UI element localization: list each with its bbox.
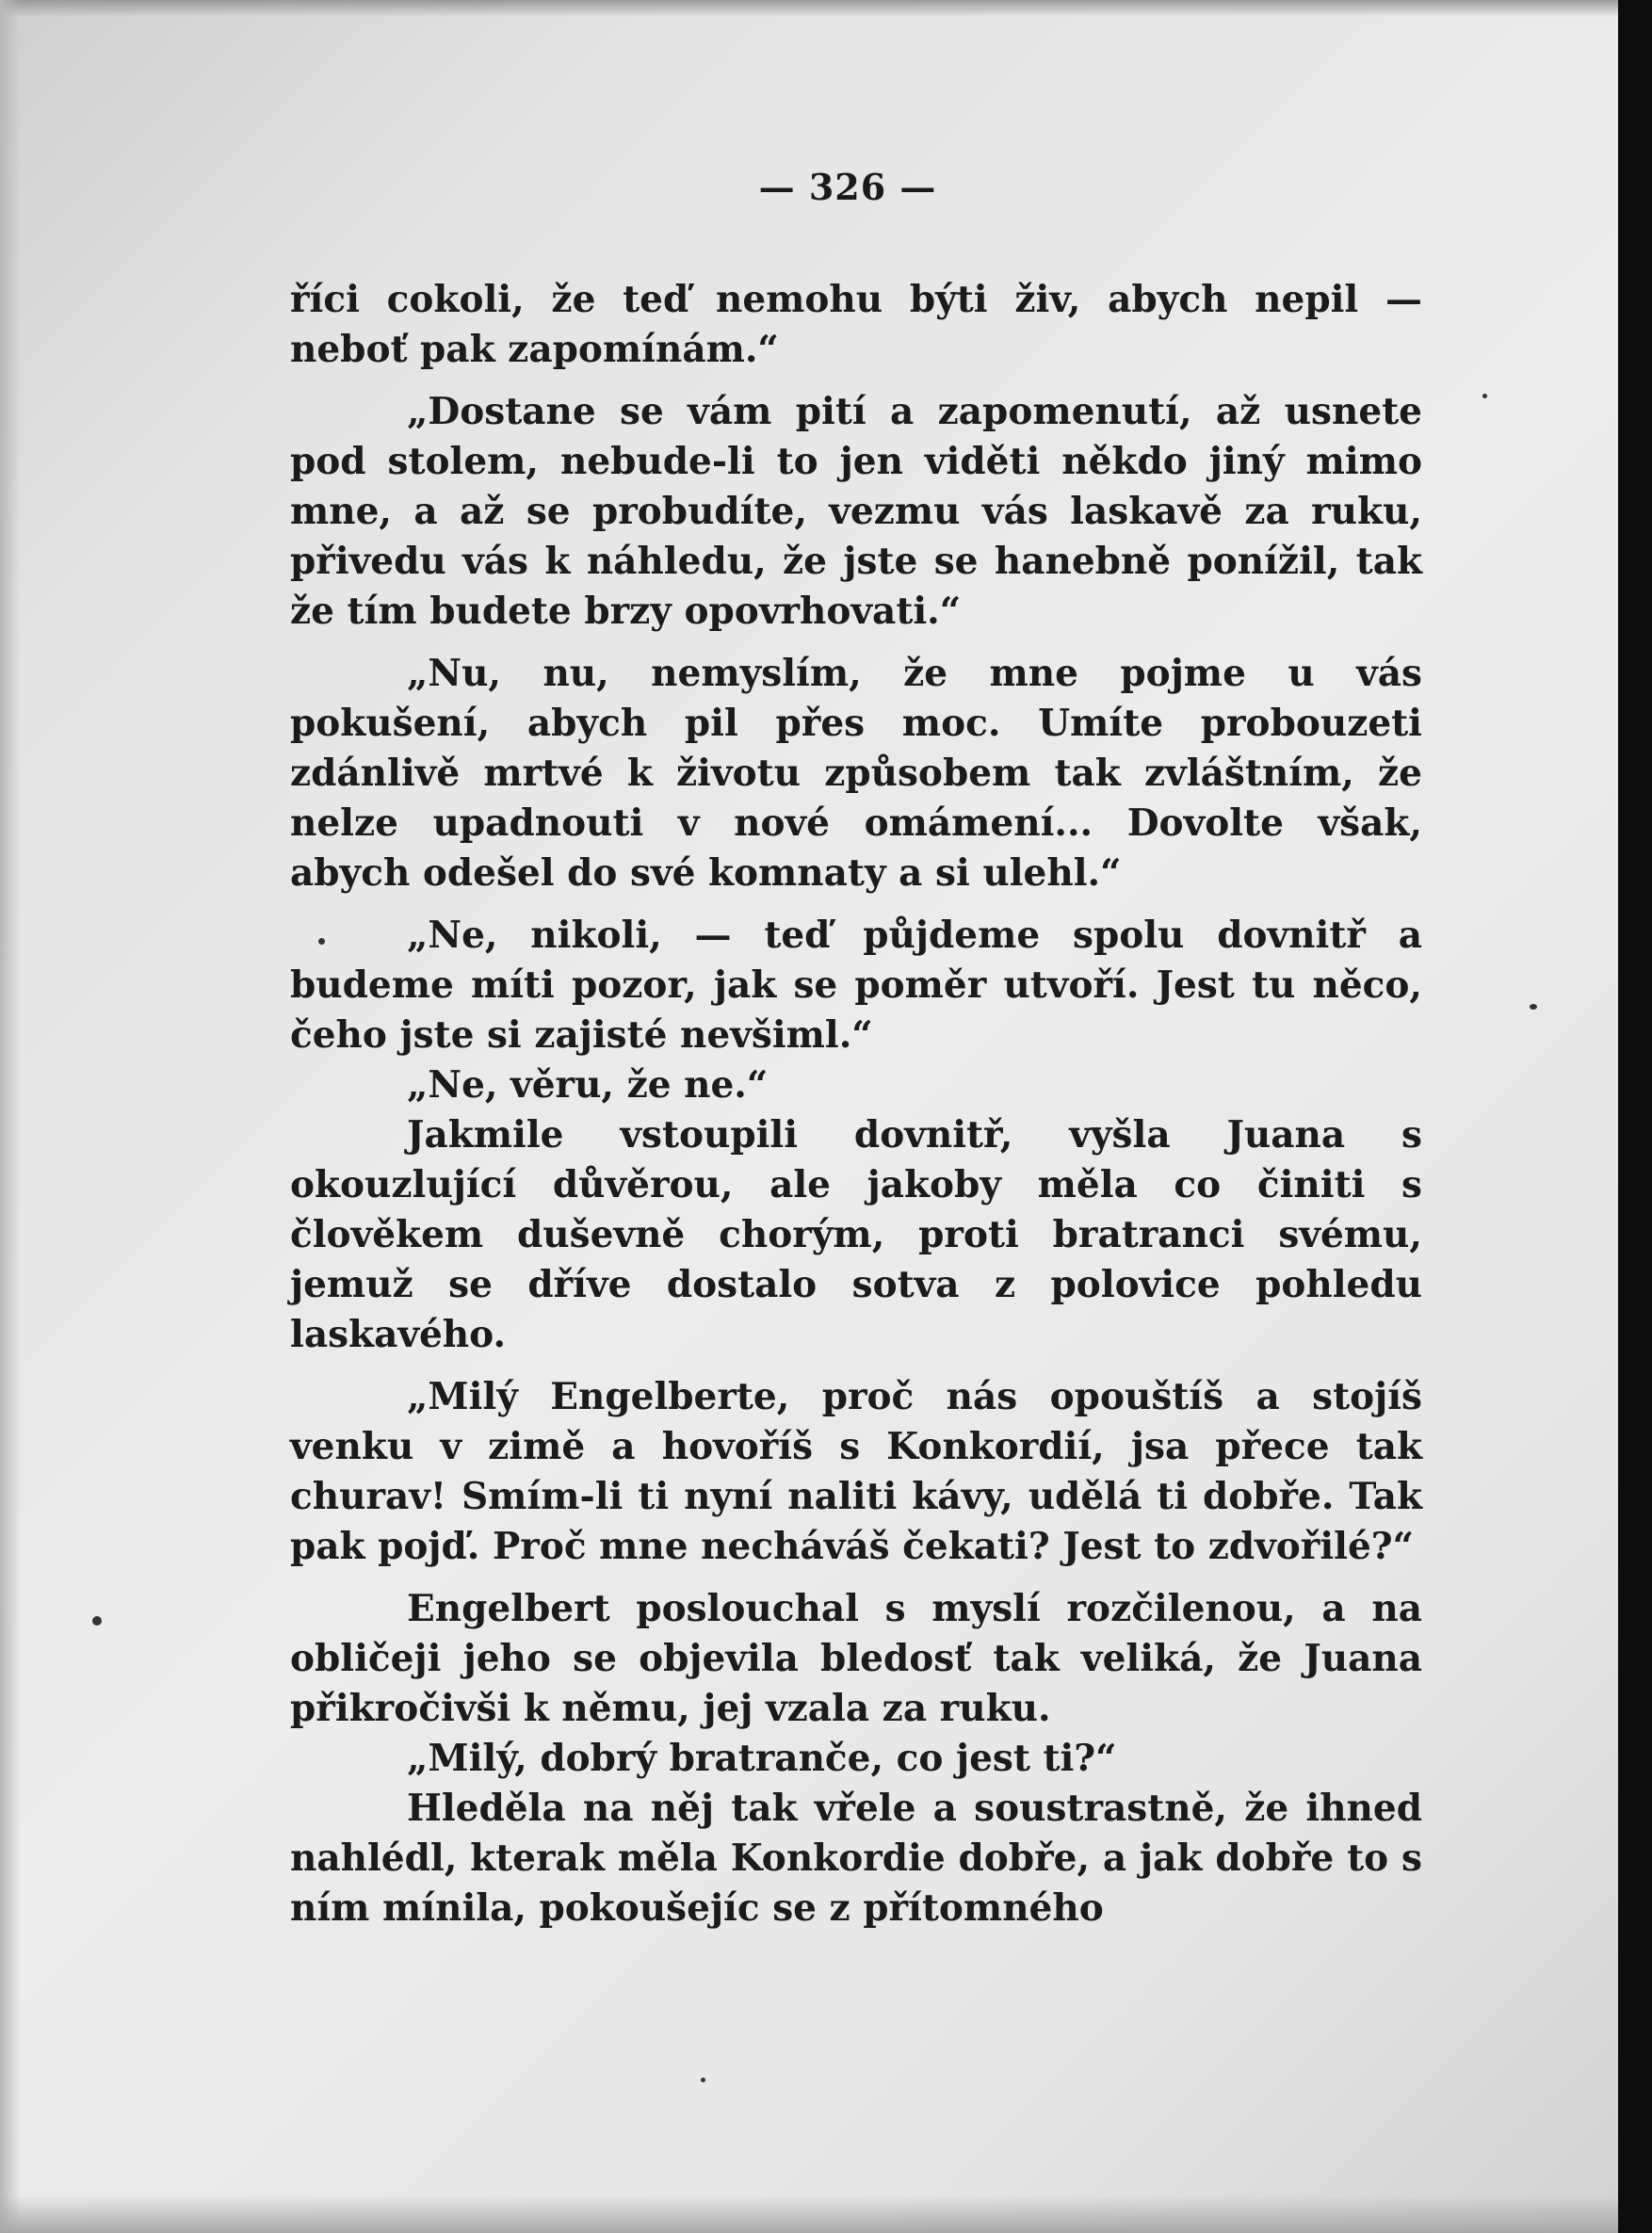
scan-speck — [92, 1616, 102, 1626]
paragraph: Hleděla na něj tak vřele a soustrastně, že ihned nahlédl, kterak měla Konkordie dobře, a jak dobře to s ním mínila, pokoušejíc se z přítomného — [290, 1787, 1422, 1930]
page-edge-shadow-top — [0, 0, 1618, 17]
paragraph: „Dostane se vám pití a zapomenutí, až usnete pod stolem, nebude-li to jen viděti někdo jiný mimo mne, a až se probudíte, vezmu vás laskavě za ruku, přivedu vás k náhledu, že jste se hanebně ponížil, tak že tím budete brzy opovrhovati.“ — [290, 390, 1422, 633]
paragraph: Jakmile vstoupili dovnitř, vyšla Juana s okouzlující důvěrou, ale jakoby měla co činiti s člověkem duševně chorým, proti bratranci svému, jemuž se dříve dostalo sotva z polovice pohledu laskavého. — [290, 1113, 1422, 1356]
paragraph: „Nu, nu, nemyslím, že mne pojme u vás pokušení, abych pil přes moc. Umíte probouzeti zdánlivě mrtvé k životu způsobem tak zvláštním, že nelze upadnouti v nové omámení... Dovolte však, abych odešel do své komnaty a si ulehl.“ — [290, 652, 1422, 895]
paragraph: „Milý Engelberte, proč nás opouštíš a stojíš venku v zimě a hovoříš s Konkordií, jsa přece tak churav! Smím-li ti nyní naliti kávy, udělá ti dobře. Tak pak pojď. Proč mne necháváš čekati? Jest to zdvořilé?“ — [290, 1375, 1422, 1568]
scan-speck — [1482, 394, 1487, 398]
scanner-border-right — [1618, 0, 1652, 2233]
page-edge-shadow-left — [0, 0, 21, 2233]
scan-speck — [701, 2078, 705, 2082]
paragraph: „Ne, věru, že ne.“ — [407, 1063, 769, 1107]
paragraph: „Ne, nikoli, — teď půjdeme spolu dovnitř a budeme míti pozor, jak se poměr utvoří. Jest tu něco, čeho jste si zajisté nevšiml.“ — [290, 914, 1422, 1057]
body-text — [290, 275, 1422, 1934]
scan-speck — [1530, 1004, 1537, 1010]
paragraph: říci cokoli, že teď nemohu býti živ, abych nepil — neboť pak zapomínám.“ — [290, 278, 1422, 371]
page-edge-shadow-bottom — [0, 2195, 1618, 2233]
paragraph: Engelbert poslouchal s myslí rozčilenou, a na obličeji jeho se objevila bledosť tak veliká, že Juana přikročivši k němu, jej vzala za ruku. — [290, 1587, 1422, 1730]
paragraph: „Milý, dobrý bratranče, co jest ti?“ — [407, 1737, 1117, 1780]
page-number: — 326 — — [758, 166, 937, 208]
